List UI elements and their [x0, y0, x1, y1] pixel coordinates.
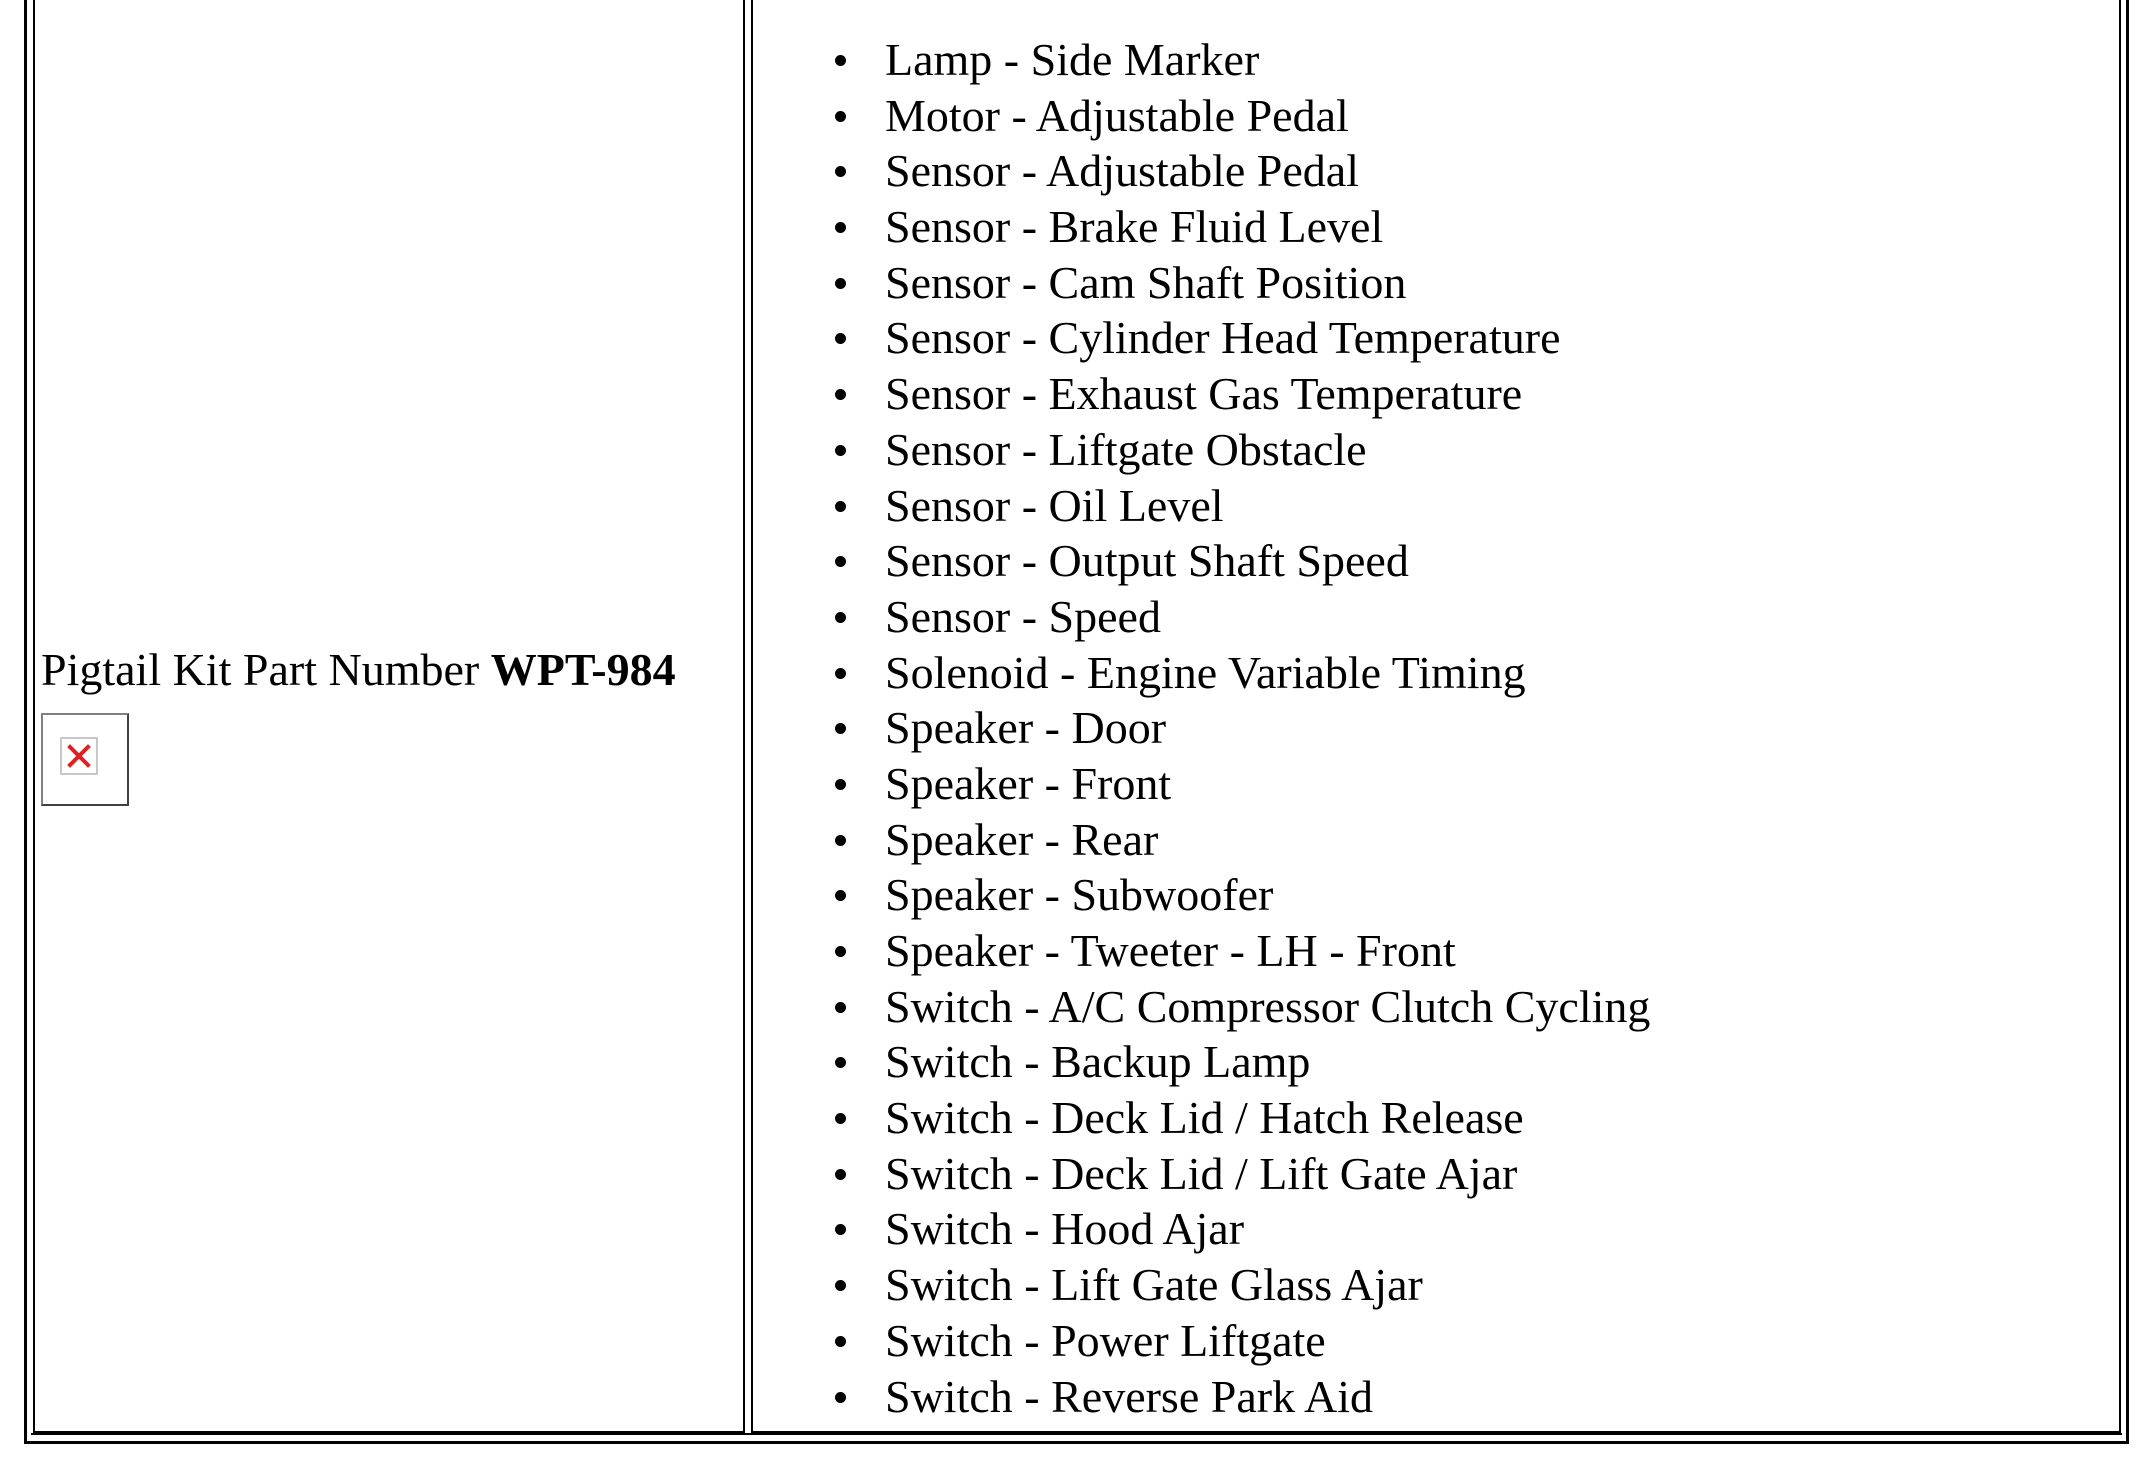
- bullet-icon: [835, 501, 846, 512]
- list-item: [753, 88, 1650, 144]
- list-item-text: Switch - Backup Lamp: [885, 1036, 1311, 1088]
- list-item-text: Speaker - Tweeter - LH - Front: [885, 925, 1456, 976]
- bullet-icon: [835, 1280, 846, 1291]
- list-item-text: Speaker - Subwoofer: [885, 869, 1274, 921]
- bullet-icon: [835, 1169, 846, 1180]
- list-item: [753, 422, 1650, 478]
- list-item: [753, 645, 1650, 701]
- list-item-text: Sensor - Brake Fluid Level: [885, 201, 1384, 253]
- list-item: [753, 310, 1650, 366]
- list-item-text: Switch - Hood Ajar: [885, 1203, 1245, 1255]
- list-item-text: Sensor - Liftgate Obstacle: [885, 423, 1367, 475]
- bullet-icon: [835, 1224, 846, 1235]
- bullet-icon: [835, 946, 846, 957]
- list-item: [753, 1090, 1650, 1146]
- list-item: [753, 867, 1650, 923]
- bullet-icon: [835, 835, 846, 846]
- bullet-icon: [835, 1113, 846, 1124]
- bullet-icon: [835, 278, 846, 289]
- pigtail-image: [41, 713, 129, 806]
- list-item: [753, 533, 1650, 589]
- pigtail-cell: [33, 0, 745, 1433]
- list-item-text: Sensor - Adjustable Pedal: [885, 145, 1359, 197]
- bullet-icon: [835, 723, 846, 734]
- broken-image-icon: [60, 737, 98, 775]
- list-item-text: Sensor - Exhaust Gas Temperature: [885, 368, 1523, 420]
- list-item: [753, 700, 1650, 756]
- list-item: [753, 366, 1650, 422]
- list-item-text: Solenoid - Engine Variable Timing: [885, 646, 1526, 698]
- list-item: [753, 923, 1650, 979]
- bullet-icon: [835, 1057, 846, 1068]
- list-item: [753, 589, 1650, 645]
- list-item: [753, 812, 1650, 868]
- list-item: [753, 1034, 1650, 1090]
- list-item: [753, 1201, 1650, 1257]
- bullet-icon: [835, 1002, 846, 1013]
- bullet-icon: [835, 1336, 846, 1347]
- bullet-icon: [835, 668, 846, 679]
- list-item-text: Sensor - Oil Level: [885, 479, 1224, 531]
- list-item-text: Switch - Deck Lid / Lift Gate Ajar: [885, 1147, 1518, 1199]
- list-item: [753, 255, 1650, 311]
- bullet-icon: [835, 1392, 846, 1403]
- bullet-icon: [835, 612, 846, 623]
- bullet-icon: [835, 111, 846, 122]
- list-item-text: Switch - Lift Gate Glass Ajar: [885, 1259, 1423, 1311]
- list-item-text: Lamp - Side Marker: [885, 34, 1260, 85]
- list-item-text: Motor - Adjustable Pedal: [885, 89, 1349, 141]
- list-item-text: Sensor - Cylinder Head Temperature: [885, 312, 1561, 364]
- list-item-text: Switch - A/C Compressor Clutch Cycling: [885, 980, 1651, 1032]
- list-item: [753, 143, 1650, 199]
- pigtail-kit-label-text: Pigtail Kit Part Number: [41, 644, 480, 695]
- pigtail-kit-label: [41, 645, 676, 696]
- bullet-icon: [835, 166, 846, 177]
- components-cell: [751, 0, 2121, 1433]
- list-item-text: Sensor - Speed: [885, 590, 1161, 642]
- list-item: [753, 32, 1650, 88]
- list-item: [753, 478, 1650, 534]
- bullet-icon: [835, 333, 846, 344]
- list-item: [753, 1146, 1650, 1202]
- list-item-text: Sensor - Output Shaft Speed: [885, 535, 1409, 587]
- list-item-text: Switch - Power Liftgate: [885, 1314, 1326, 1366]
- list-item-text: Switch - Reverse Park Aid: [885, 1370, 1374, 1422]
- list-item-text: Switch - Deck Lid / Hatch Release: [885, 1092, 1524, 1144]
- list-item-text: Sensor - Cam Shaft Position: [885, 256, 1407, 308]
- list-item-text: Speaker - Front: [885, 757, 1172, 809]
- bullet-icon: [835, 389, 846, 400]
- list-item-text: Speaker - Rear: [885, 813, 1159, 865]
- bullet-icon: [835, 779, 846, 790]
- bullet-icon: [835, 556, 846, 567]
- list-item: [753, 1313, 1650, 1369]
- bullet-icon: [835, 222, 846, 233]
- list-item: [753, 1369, 1650, 1425]
- bullet-icon: [835, 55, 846, 66]
- bullet-icon: [835, 445, 846, 456]
- list-item: [753, 979, 1650, 1035]
- list-item-text: Speaker - Door: [885, 702, 1167, 754]
- list-item: [753, 1257, 1650, 1313]
- component-list: [753, 32, 1650, 1424]
- pigtail-part-number: WPT-984: [490, 644, 676, 695]
- list-item: [753, 199, 1650, 255]
- bullet-icon: [835, 890, 846, 901]
- list-item: [753, 756, 1650, 812]
